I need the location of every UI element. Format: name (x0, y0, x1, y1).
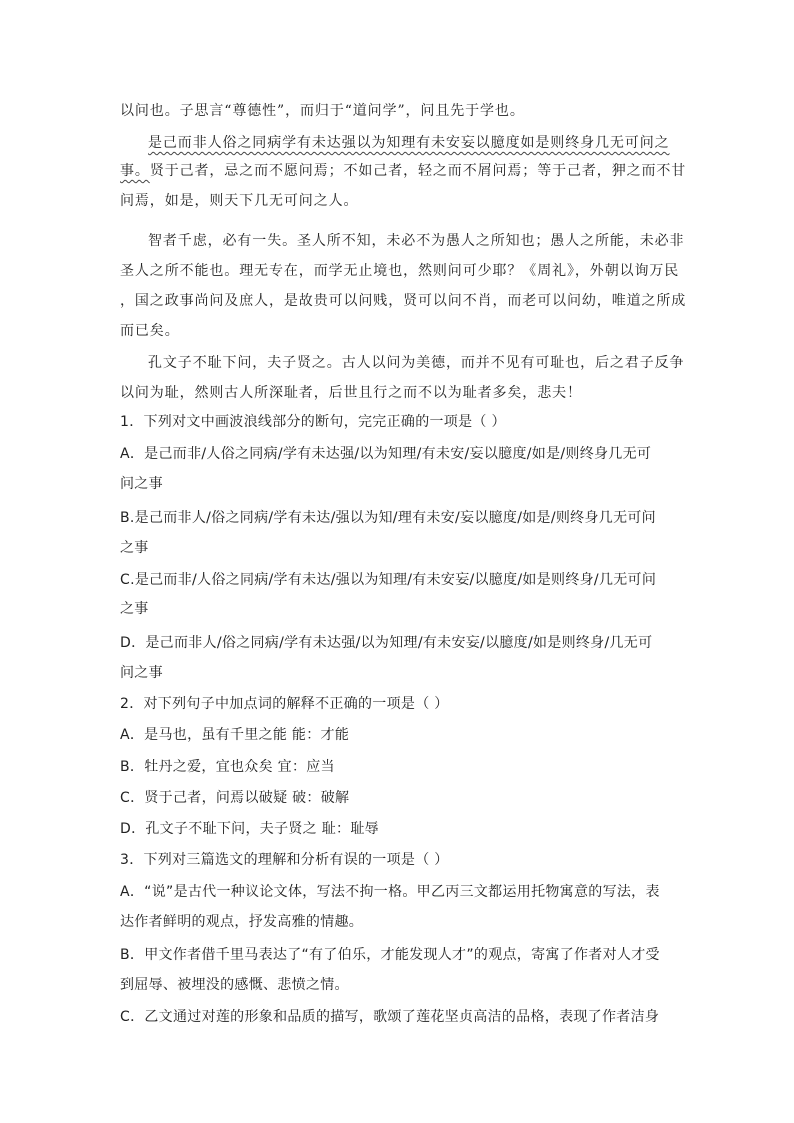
passage-line: 以问为耻，然则古人所深耻者，后世且行之而不以为耻者多矣，悲夫！ (120, 385, 582, 401)
question-2-option-a: A．是马也，虽有千里之能 能：才能 (120, 727, 350, 743)
question-3-option-b: B．甲文作者借千里马表达了“有了伯乐，才能发现人才”的观点，寄寓了作者对人才受 (120, 947, 660, 963)
question-2-stem: 2．对下列句子中加点词的解释不正确的一项是（ ） (120, 696, 449, 712)
passage-line: ，国之政事尚问及庶人，是故贵可以问贱，贤可以问不肖，而老可以问幼，唯道之所成 (120, 293, 687, 309)
question-3-option-b-cont: 到屈辱、被埋没的感慨、悲愤之情。 (120, 977, 349, 993)
question-1-option-c-cont: 之事 (120, 601, 149, 617)
question-1-option-d: D．是己而非人/俗之同病/学有未达强/以为知理/有未安妄/以臆度/如是则终身/几无可 (120, 635, 653, 651)
question-3-stem: 3．下列对三篇选文的理解和分析有误的一项是（ ） (120, 852, 449, 868)
question-1-option-c: C.是己而非/人俗之同病/学有未达/强以为知理/有未安妄/以臆度/如是则终身/几无可问 (120, 572, 657, 588)
passage-wavy-line (148, 133, 670, 153)
question-1-option-b-cont: 之事 (120, 540, 149, 556)
question-1-option-a: A．是己而非/人俗之同病/学有未达强/以为知理/有未安/妄以臆度/如是/则终身几无可 (120, 446, 652, 462)
question-1-option-d-cont: 问之事 (120, 665, 163, 681)
question-2-option-d: D．孔文子不耻下问，夫子贤之 耻：耻辱 (120, 821, 379, 837)
question-2-option-b: B．牡丹之爱，宜也众矣 宜：应当 (120, 759, 335, 775)
passage-line (120, 161, 686, 181)
question-3-option-c: C．乙文通过对莲的形象和品质的描写，歌颂了莲花坚贞高洁的品格，表现了作者洁身 (120, 1009, 660, 1025)
passage-line: 孔文子不耻下问，夫子贤之。古人以问为美德，而并不见有可耻也，后之君子反争 (148, 355, 685, 371)
question-3-option-a: A．“说”是古代一种议论文体，写法不拘一格。甲乙丙三文都运用托物寓意的写法，表 (120, 884, 660, 900)
passage-line: 问焉，如是，则天下几无可问之人。 (120, 193, 359, 209)
question-1-stem: 1．下列对文中画波浪线部分的断句，完完正确的一项是（ ） (120, 414, 506, 430)
passage-line: 圣人之所不能也。理无专在，而学无止境也，然则问可少耶？《周礼》，外朝以询万民 (120, 263, 680, 279)
wavy-underlined-text: 事。 (120, 163, 150, 179)
wavy-underlined-text: 是己而非人俗之同病学有未达强以为知理有未安妄以臆度如是则终身几无可问之 (148, 135, 670, 151)
question-2-option-c: C．贤于己者，问焉以破疑 破：破解 (120, 790, 350, 806)
question-1-option-b: B.是己而非人/俗之同病/学有未达/强以为知/理有未安/妄以臆度/如是/则终身几无可问 (120, 510, 656, 526)
passage-line: 以问也。子思言“尊德性”，而归于“道问学”，问且先于学也。 (120, 103, 525, 119)
question-1-option-a-cont: 问之事 (120, 476, 163, 492)
question-3-option-a-cont: 达作者鲜明的观点，抒发高雅的情趣。 (120, 914, 364, 930)
passage-text: 贤于己者，忌之而不愿问焉；不如己者，轻之而不屑问焉；等于己者，狎之而不甘 (149, 163, 687, 179)
passage-line: 而已矣。 (120, 323, 180, 339)
passage-line: 智者千虑，必有一失。圣人所不知，未必不为愚人之所知也；愚人之所能，未必非 (148, 233, 685, 249)
